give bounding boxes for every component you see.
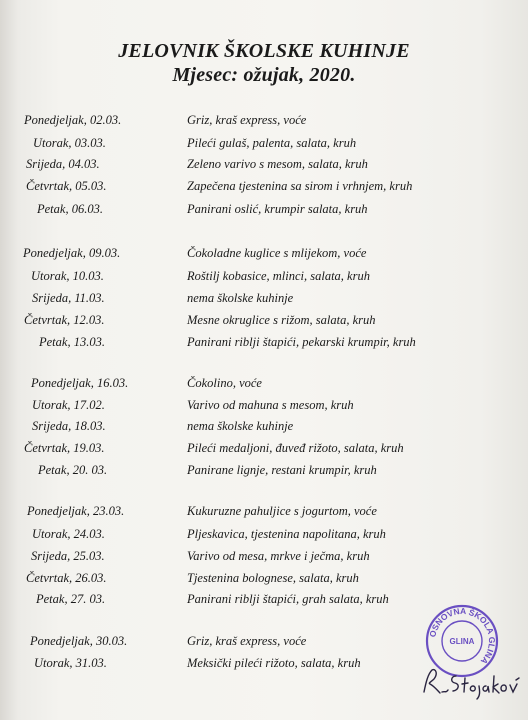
meal-label: Meksički pileći rižoto, salata, kruh <box>187 656 361 670</box>
day-label: Petak, 27. 03. <box>36 592 106 606</box>
day-label: Ponedjeljak, 02.03. <box>24 113 122 127</box>
day-label: Četvrtak, 19.03. <box>24 441 105 455</box>
meal-label: Panirani riblji štapići, grah salata, kruh <box>187 592 389 606</box>
document-subtitle: Mjesec: ožujak, 2020. <box>172 64 356 86</box>
meal-label: Pljeskavica, tjestenina napolitana, kruh <box>187 527 386 541</box>
meal-label: nema školske kuhinje <box>187 291 294 305</box>
day-label: Srijeda, 11.03. <box>32 291 105 305</box>
day-label: Ponedjeljak, 30.03. <box>30 634 128 648</box>
meal-label: Panirane lignje, restani krumpir, kruh <box>187 463 377 477</box>
meal-label: Zapečena tjestenina sa sirom i vrhnjem, kruh <box>187 179 413 193</box>
document-title: JELOVNIK ŠKOLSKE KUHINJE <box>118 40 410 62</box>
day-label: Utorak, 10.03. <box>31 269 104 283</box>
meal-label: nema školske kuhinje <box>187 419 294 433</box>
meal-label: Varivo od mesa, mrkve i ječma, kruh <box>187 549 370 563</box>
meal-label: Zeleno varivo s mesom, salata, kruh <box>187 157 368 171</box>
day-label: Petak, 06.03. <box>37 202 103 216</box>
meal-label: Roštilj kobasice, mlinci, salata, kruh <box>187 269 370 283</box>
day-label: Petak, 13.03. <box>39 335 105 349</box>
signature-stroke <box>424 670 519 699</box>
meal-label: Panirani riblji štapići, pekarski krumpir, kruh <box>187 335 416 349</box>
meal-label: Varivo od mahuna s mesom, kruh <box>187 398 354 412</box>
day-label: Utorak, 31.03. <box>34 656 107 670</box>
meal-label: Pileći medaljoni, đuveđ rižoto, salata, kruh <box>187 441 404 455</box>
meal-label: Tjestenina bolognese, salata, kruh <box>187 571 359 585</box>
day-label: Utorak, 24.03. <box>32 527 105 541</box>
day-label: Četvrtak, 12.03. <box>24 313 105 327</box>
day-label: Srijeda, 04.03. <box>26 157 100 171</box>
day-label: Petak, 20. 03. <box>38 463 108 477</box>
meal-label: Griz, kraš express, voće <box>187 113 307 127</box>
meal-label: Panirani oslić, krumpir salata, kruh <box>187 202 368 216</box>
day-label: Ponedjeljak, 23.03. <box>27 504 125 518</box>
meal-label: Kukuruzne pahuljice s jogurtom, voće <box>187 504 377 518</box>
day-label: Utorak, 17.02. <box>32 398 105 412</box>
meal-label: Čokoladne kuglice s mlijekom, voće <box>187 246 367 260</box>
day-label: Četvrtak, 26.03. <box>26 571 107 585</box>
day-label: Srijeda, 25.03. <box>31 549 105 563</box>
stamp-center-text: GLINA <box>449 637 475 646</box>
day-label: Ponedjeljak, 09.03. <box>23 246 121 260</box>
meal-label: Griz, kraš express, voće <box>187 634 307 648</box>
meal-label: Pileći gulaš, palenta, salata, kruh <box>187 136 357 150</box>
day-label: Četvrtak, 05.03. <box>26 179 107 193</box>
day-label: Utorak, 03.03. <box>33 136 106 150</box>
day-label: Srijeda, 18.03. <box>32 419 106 433</box>
stamp-ring-text: OSNOVNA ŠKOLA GLINA <box>427 605 498 667</box>
day-label: Ponedjeljak, 16.03. <box>31 376 129 390</box>
meal-label: Mesne okruglice s rižom, salata, kruh <box>187 313 376 327</box>
meal-label: Čokolino, voće <box>187 376 262 390</box>
signature <box>418 662 528 702</box>
